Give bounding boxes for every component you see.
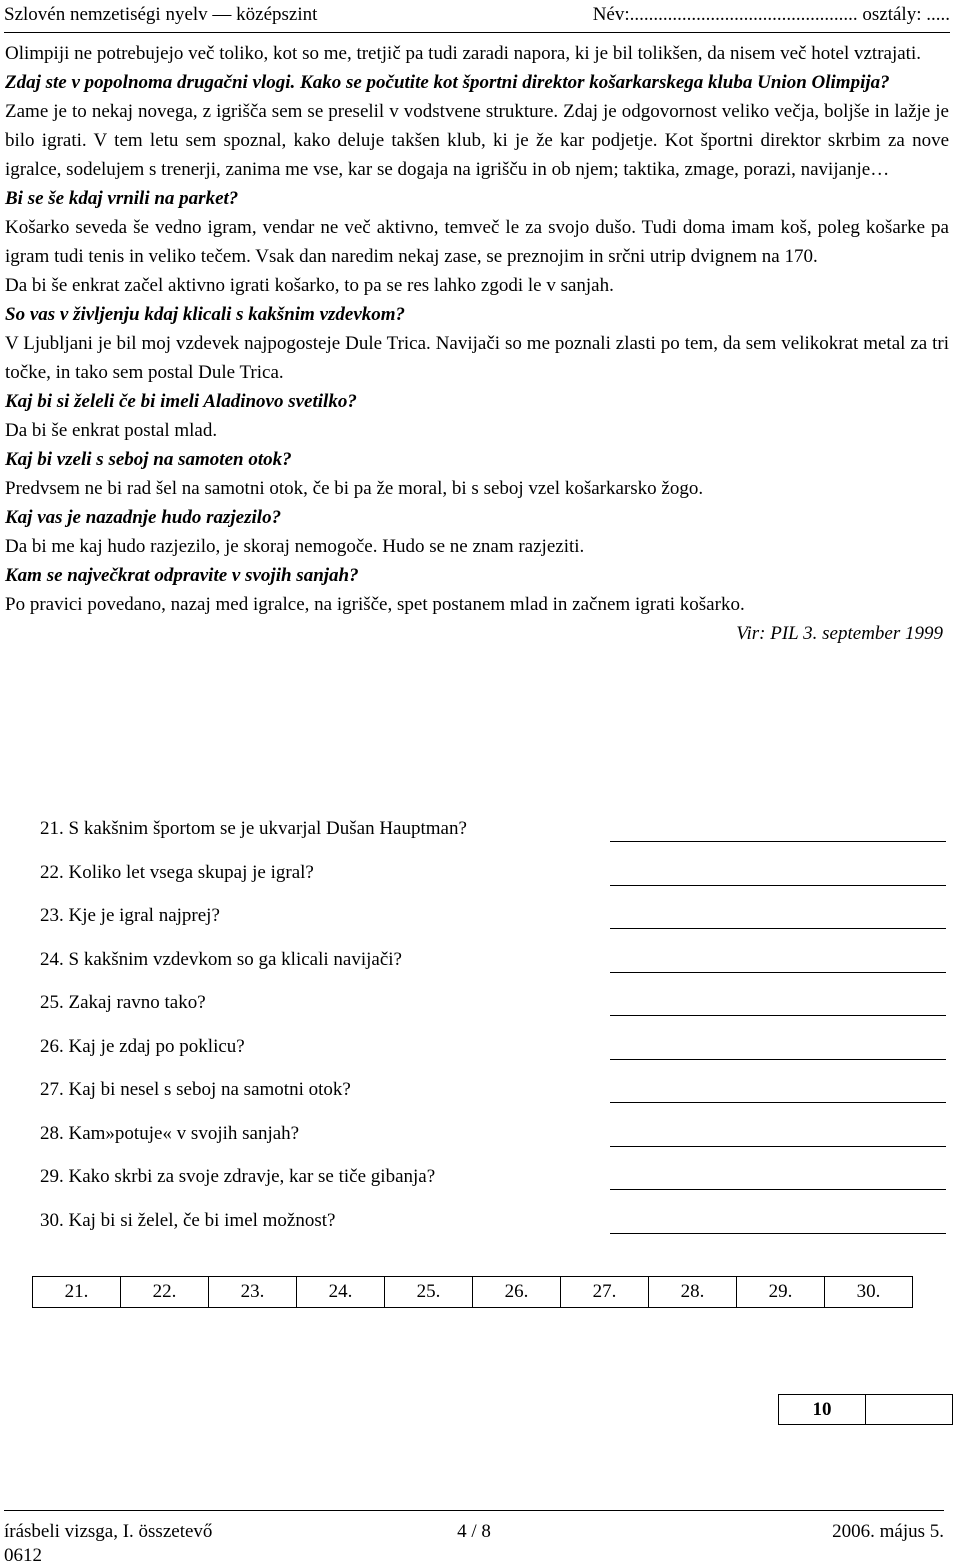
question-list xyxy=(40,814,950,1249)
question-row xyxy=(40,945,950,989)
question-text: 24. S kakšnim vzdevkom so ga klicali navijači? xyxy=(40,948,402,970)
question-row xyxy=(40,901,950,945)
question-text: 26. Kaj je zdaj po poklicu? xyxy=(40,1035,245,1057)
question-row xyxy=(40,988,950,1032)
question-row xyxy=(40,1119,950,1163)
question-row xyxy=(40,1075,950,1119)
score-box xyxy=(778,1394,953,1425)
source-citation: Vir: PIL 3. september 1999 xyxy=(736,623,943,644)
header-name-field: Név:................................................ osztály: ..... xyxy=(592,4,950,25)
answer-line[interactable] xyxy=(610,1233,946,1234)
answer-grid-number: 26. xyxy=(473,1277,561,1308)
question-row xyxy=(40,858,950,902)
interview-question: Kam se največkrat odpravite v svojih sanjah? xyxy=(5,565,359,586)
footer-page: 4 / 8 xyxy=(457,1521,491,1542)
interview-question: Kaj bi vzeli s seboj na samoten otok? xyxy=(5,449,292,470)
interview-answer: Da bi še enkrat začel aktivno igrati košarko, to pa se res lahko zgodi le v sanjah. xyxy=(5,275,614,296)
score-max: 10 xyxy=(779,1395,866,1425)
answer-line[interactable] xyxy=(610,1015,946,1016)
page-footer xyxy=(4,1510,944,1567)
answer-line[interactable] xyxy=(610,928,946,929)
answer-grid-number: 30. xyxy=(825,1277,913,1308)
interview-answer: Olimpiji ne potrebujejo več toliko, kot so me, tretjič pa tudi zaradi napora, ki je bil tolikšen, da nisem več hotel vztrajati. xyxy=(5,43,921,64)
answer-line[interactable] xyxy=(610,972,946,973)
answer-grid-number: 27. xyxy=(561,1277,649,1308)
interview-answer: Da bi me kaj hudo razjezilo, je skoraj nemogoče. Hudo se ne znam razjeziti. xyxy=(5,536,585,557)
interview-question: Kaj vas je nazadnje hudo razjezilo? xyxy=(5,507,282,528)
question-text: 29. Kako skrbi za svoje zdravje, kar se tiče gibanja? xyxy=(40,1166,436,1187)
answer-grid-number: 21. xyxy=(33,1277,121,1308)
answer-grid-number: 23. xyxy=(209,1277,297,1308)
answer-grid xyxy=(32,1276,913,1308)
question-row xyxy=(40,1032,950,1076)
answer-line[interactable] xyxy=(610,1189,946,1190)
interview-text xyxy=(5,39,949,648)
footer-date: 2006. május 5. xyxy=(832,1521,944,1542)
interview-answer: Da bi še enkrat postal mlad. xyxy=(5,420,218,441)
interview-answer: Po pravici povedano, nazaj med igralce, na igrišče, spet postanem mlad in začnem igrati košarko. xyxy=(5,594,745,615)
question-row xyxy=(40,1162,950,1206)
header-subject: Szlovén nemzetiségi nyelv — középszint xyxy=(4,4,318,25)
interview-question: Kaj bi si želeli če bi imeli Aladinovo svetilko? xyxy=(5,391,357,412)
question-text: 30. Kaj bi si želel, če bi imel možnost? xyxy=(40,1209,336,1231)
question-text: 23. Kje je igral najprej? xyxy=(40,905,220,926)
answer-line[interactable] xyxy=(610,1059,946,1060)
interview-answer: Zame je to nekaj novega, z igrišča sem se preselil v vodstvene strukture. Zdaj je odgovornost veliko večja, boljše in lažje je bilo igrati. V tem letu sem spoznal, kako deluje takšen klub, ki je že kar podjetje. Kot športni direktor skrbim za nove igralce, sodelujem s trenerji, zanima me vse, kar se dogaja na igrišču in ob njem; taktika, zmage, porazi, navijanje… xyxy=(5,101,949,180)
interview-answer: V Ljubljani je bil moj vzdevek najpogosteje Dule Trica. Navijači so me poznali zlasti po tem, da sem velikokrat metal za tri točke, in tako sem postal Dule Trica. xyxy=(5,333,949,383)
answer-grid-number: 28. xyxy=(649,1277,737,1308)
footer-exam: írásbeli vizsga, I. összetevő xyxy=(4,1521,213,1542)
answer-line[interactable] xyxy=(610,1146,946,1147)
question-row xyxy=(40,1206,950,1250)
question-text: 27. Kaj bi nesel s seboj na samotni otok? xyxy=(40,1079,351,1100)
answer-grid-number: 22. xyxy=(121,1277,209,1308)
interview-answer: Košarko seveda še vedno igram, vendar ne več aktivno, temveč le za svojo dušo. Tudi doma imam koš, poleg košarke pa igram tudi tenis in veliko tečem. Vsak dan naredim nekaj zase, se preznojim in srčni utrip dvignem na 170. xyxy=(5,217,949,267)
question-text: 25. Zakaj ravno tako? xyxy=(40,992,206,1013)
interview-answer: Predvsem ne bi rad šel na samotni otok, če bi pa že moral, bi s seboj vzel košarkarsko žogo. xyxy=(5,478,704,499)
page-header xyxy=(4,2,950,33)
question-text: 28. Kam»potuje« v svojih sanjah? xyxy=(40,1122,300,1144)
answer-line[interactable] xyxy=(610,885,946,886)
interview-question: So vas v življenju kdaj klicali s kakšnim vzdevkom? xyxy=(5,304,406,325)
question-row xyxy=(40,814,950,858)
answer-line[interactable] xyxy=(610,841,946,842)
answer-grid-number: 25. xyxy=(385,1277,473,1308)
answer-grid-number: 24. xyxy=(297,1277,385,1308)
answer-grid-number: 29. xyxy=(737,1277,825,1308)
header-class-field: osztály: ..... xyxy=(862,4,950,25)
question-text: 22. Koliko let vsega skupaj je igral? xyxy=(40,861,314,883)
question-text: 21. S kakšnim športom se je ukvarjal Dušan Hauptman? xyxy=(40,818,467,839)
interview-question: Bi se še kdaj vrnili na parket? xyxy=(5,188,239,209)
score-earned[interactable] xyxy=(866,1395,953,1425)
answer-line[interactable] xyxy=(610,1102,946,1103)
footer-code: 0612 xyxy=(4,1545,42,1566)
interview-question: Zdaj ste v popolnoma drugačni vlogi. Kako se počutite kot športni direktor košarkarskega kluba Union Olimpija? xyxy=(5,72,890,93)
